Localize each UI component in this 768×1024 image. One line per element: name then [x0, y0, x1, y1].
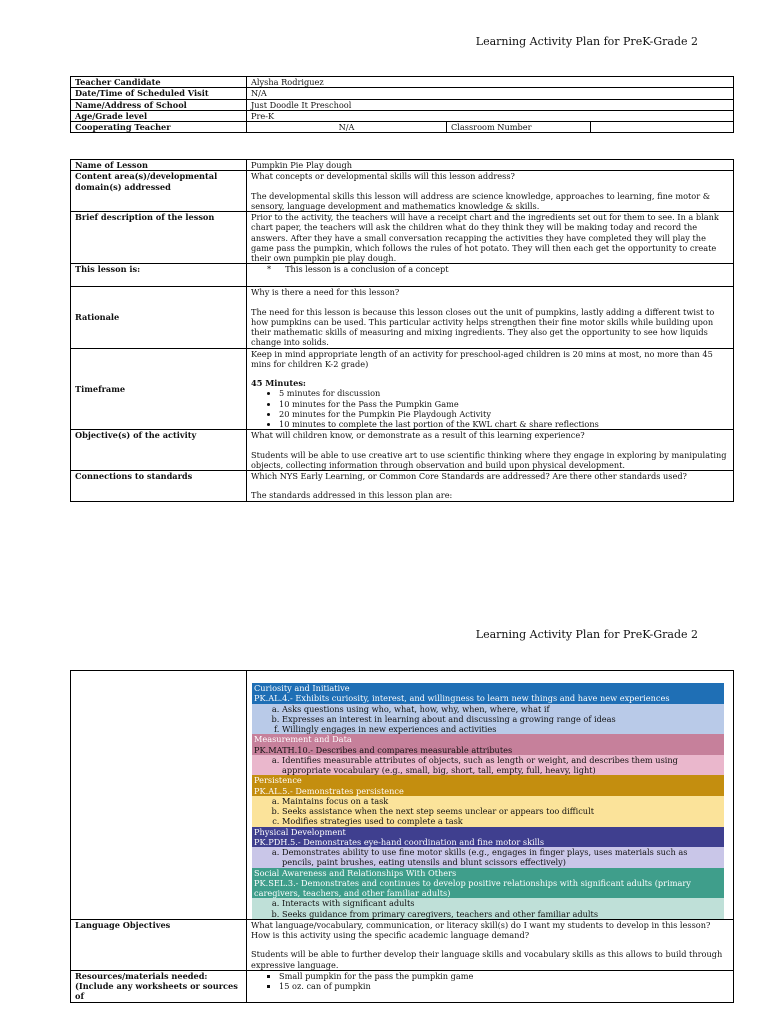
social-header [252, 868, 724, 899]
standards-answer: The standards addressed in this lesson plan are: [251, 490, 453, 501]
rationale-question: Why is there a need for this lesson? [251, 287, 400, 298]
physical-header [252, 827, 724, 848]
lesson-table [70, 159, 734, 502]
timeframe-item: • 20 minutes for the Pumpkin Pie Playdough Activity [279, 409, 729, 419]
objective-label: Objective(s) of the activity [71, 430, 247, 471]
timeframe-total: 45 Minutes: [251, 378, 306, 388]
rationale-answer: The need for this lesson is because this lesson closes out the unit of pumpkins, lastly adding a different twist to how pumpkins can be used. This particular activity helps strengthen their fine motor skills while building upon their mathematic skills of measuring and mixing ingredients. They also get the opportunity to see how liquids change into solids. [251, 306, 715, 348]
persistence-title: Persistence [254, 775, 302, 786]
measurement-header [252, 734, 724, 755]
resource-item: ▪ 15 oz. can of pumpkin [279, 981, 729, 991]
resources-label: Resources/materials needed: (Include any worksheets or sources of [71, 970, 247, 1002]
date-label: Date/Time of Scheduled Visit [71, 88, 247, 99]
lesson-is-item: * This lesson is a conclusion of a concept [267, 264, 729, 274]
objective-answer: Students will be able to use creative art to use scientific thinking where they engage in exploring by manipulating objects, collecting information through observation and build upon physical development. [251, 449, 727, 470]
measurement-title: Measurement and Data [254, 734, 352, 745]
measurement-code: PK.MATH.10.- Describes and compares measurable attributes [254, 744, 513, 755]
timeframe-list [251, 388, 729, 429]
curiosity-item: b. Expresses an interest in learning about and discussing a growing range of ideas [282, 714, 722, 724]
curiosity-body [252, 704, 724, 735]
persistence-item: c. Modifies strategies used to complete a task [282, 816, 722, 826]
classroom-label: Classroom Number [447, 122, 591, 133]
date-value: N/A [247, 88, 734, 99]
standards-continued-label [71, 671, 247, 920]
content-area-answer: The developmental skills this lesson will address are science knowledge, approaches to learning, fine motor & sensory, language development and mathematics knowledge & skills. [251, 190, 711, 211]
resources-list [251, 971, 729, 992]
physical-item: a. Demonstrates ability to use fine motor skills (e.g., engages in finger plays, uses materials such as pencils, paint brushes, eating utensils and blunt scissors effectively) [282, 847, 722, 868]
teacher-candidate-value: Alysha Rodriguez [247, 77, 734, 88]
social-body [252, 898, 724, 919]
school-value: Just Doodle It Preschool [247, 99, 734, 110]
social-code: PK.SEL.3.- Demonstrates and continues to develop positive relationships with significant adults (primary caregivers, teachers, and other familiar adults) [254, 877, 691, 898]
info-table [70, 76, 734, 133]
physical-body [252, 847, 724, 868]
language-label: Language Objectives [71, 919, 247, 970]
physical-title: Physical Development [254, 826, 346, 837]
timeframe-cell [247, 348, 734, 430]
page-header-1: Learning Activity Plan for PreK-Grade 2 [475, 35, 698, 48]
grade-label: Age/Grade level [71, 110, 247, 121]
standards-cell [247, 471, 734, 502]
social-list [252, 898, 722, 919]
content-area-label: Content area(s)/developmental domain(s) addressed [71, 171, 247, 212]
curiosity-list [252, 704, 722, 735]
standards-continued-cell [247, 671, 734, 920]
lesson-name-value: Pumpkin Pie Play dough [247, 160, 734, 171]
persistence-item: b. Seeks assistance when the next step seems unclear or appears too difficult [282, 806, 722, 816]
measurement-item: a. Identifies measurable attributes of objects, such as length or weight, and describes them using appropriate vocabulary (e.g., small, big, short, tall, empty, full, heavy, light) [282, 755, 722, 776]
lesson-is-label: This lesson is: [71, 264, 247, 287]
resources-cell [247, 970, 734, 1002]
social-title: Social Awareness and Relationships With Others [254, 867, 457, 878]
content-area-cell [247, 171, 734, 212]
measurement-list [252, 755, 722, 776]
objective-cell [247, 430, 734, 471]
content-area-question: What concepts or developmental skills will this lesson address? [251, 171, 515, 182]
persistence-header [252, 775, 724, 796]
persistence-body [252, 796, 724, 827]
curiosity-title: Curiosity and Initiative [254, 683, 350, 693]
rationale-label: Rationale [71, 287, 247, 348]
curiosity-code: PK.AL.4.- Exhibits curiosity, interest, and willingness to learn new things and have new experiences [254, 693, 670, 704]
language-answer: Students will be able to further develop their language skills and vocabulary skills as this allows to build through expressive language. [251, 949, 723, 970]
physical-code: PK.PDH.5.- Demonstrates eye-hand coordination and fine motor skills [254, 836, 545, 847]
grade-value: Pre-K [247, 110, 734, 121]
curiosity-item: f. Willingly engages in new experiences and activities [282, 724, 722, 734]
persistence-code: PK.AL.5.- Demonstrates persistence [254, 785, 404, 796]
objective-question: What will children know, or demonstrate as a result of this learning experience? [251, 430, 585, 441]
classroom-value [591, 122, 734, 133]
standards-table [70, 670, 734, 1003]
timeframe-label: Timeframe [71, 348, 247, 430]
timeframe-note: Keep in mind appropriate length of an activity for preschool-aged children is 20 mins at most, no more than 45 mins for children K-2 grade) [251, 348, 713, 369]
standards-label: Connections to standards [71, 471, 247, 502]
lesson-name-label: Name of Lesson [71, 160, 247, 171]
language-question: What language/vocabulary, communication, or literacy skill(s) do I want my students to develop in this lesson? How is this activity using the specific academic language demand? [251, 919, 711, 940]
standards-block [252, 683, 724, 919]
persistence-item: a. Maintains focus on a task [282, 796, 722, 806]
resource-item: ▪ Small pumpkin for the pass the pumpkin game [279, 971, 729, 981]
physical-list [252, 847, 722, 868]
measurement-body [252, 755, 724, 776]
standards-question: Which NYS Early Learning, or Common Core Standards are addressed? Are there other standards used? [251, 471, 687, 481]
language-cell [247, 919, 734, 970]
timeframe-item: • 10 minutes for the Pass the Pumpkin Game [279, 399, 729, 409]
rationale-cell [247, 287, 734, 348]
page-header-2: Learning Activity Plan for PreK-Grade 2 [475, 628, 698, 641]
school-label: Name/Address of School [71, 99, 247, 110]
curiosity-item: a. Asks questions using who, what, how, why, when, where, what if [282, 704, 722, 714]
timeframe-item: • 5 minutes for discussion [279, 388, 729, 398]
lesson-is-cell [247, 264, 734, 287]
brief-description-value: Prior to the activity, the teachers will have a receipt chart and the ingredients set out for them to see. In a blank chart paper, the teachers will ask the children what do they think they will be making today and record the answers. After they have a small conversation recapping the activities they have completed they will play the game pass the pumpkin, which follows the rules of hot potato. They will then each get the opportunity to create their own pumpkin pie play dough. [247, 212, 734, 264]
timeframe-item: • 10 minutes to complete the last portion of the KWL chart & share reflections [279, 419, 729, 429]
persistence-list [252, 796, 722, 827]
social-item: b. Seeks guidance from primary caregivers, teachers and other familiar adults [282, 909, 722, 919]
curiosity-header [252, 683, 724, 704]
social-item: a. Interacts with significant adults [282, 898, 722, 908]
teacher-candidate-label: Teacher Candidate [71, 77, 247, 88]
brief-description-label: Brief description of the lesson [71, 212, 247, 264]
coop-teacher-value: N/A [247, 122, 447, 133]
coop-teacher-label: Cooperating Teacher [71, 122, 247, 133]
